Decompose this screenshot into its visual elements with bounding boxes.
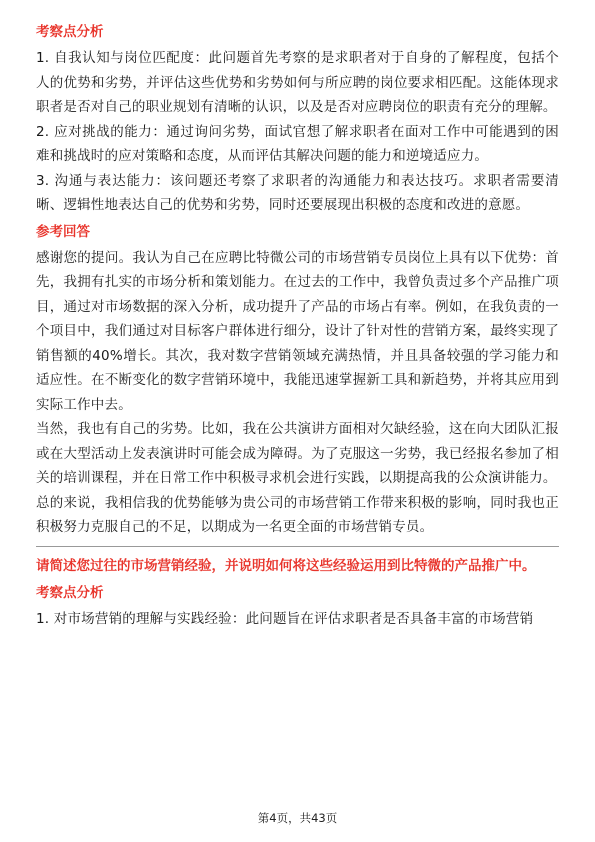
page-number-footer: 第4页，共43页: [257, 811, 338, 825]
analysis-item-3: 3. 沟通与表达能力：该问题还考察了求职者的沟通能力和表达技巧。求职者需要清晰、逻辑性地表达自己的优势和劣势，同时还要展现出积极的态度和改进的意愿。: [36, 172, 559, 213]
answer-paragraph-3: 总的来说，我相信我的优势能够为贵公司的市场营销工作带来积极的影响，同时我也正积极努力克服自己的不足，以期成为一名更全面的市场营销专员。: [36, 494, 559, 535]
document-page: [36, 22, 559, 631]
analysis-item-2: 2. 应对挑战的能力：通过询问劣势，面试官想了解求职者在面对工作中可能遇到的困难和挑战时的应对策略和态度，从而评估其解决问题的能力和逆境适应力。: [36, 123, 559, 164]
section-heading-reference-answer: 参考回答: [36, 223, 90, 240]
answer-paragraph-2: 当然，我也有自己的劣势。比如，我在公共演讲方面相对欠缺经验，这在向大团队汇报或在大型活动上发表演讲时可能会成为障碍。为了克服这一劣势，我已经报名参加了相关的培训课程，并在日常工作中积极寻求机会进行实践，以期提高我的公众演讲能力。: [36, 421, 559, 486]
section-divider: [36, 546, 559, 547]
analysis-item-next: 1. 对市场营销的理解与实践经验：此问题旨在评估求职者是否具备丰富的市场营销: [36, 610, 534, 627]
question-heading: 请简述您过往的市场营销经验，并说明如何将这些经验运用到比特微的产品推广中。: [36, 557, 536, 574]
answer-paragraph-1: 感谢您的提问。我认为自己在应聘比特微公司的市场营销专员岗位上具有以下优势：首先，我拥有扎实的市场分析和策划能力。在过去的工作中，我曾负责过多个产品推广项目，通过对市场数据的深入分析，成功提升了产品的市场占有率。例如，在我负责的一个项目中，我们通过对目标客户群体进行细分，设计了针对性的营销方案，最终实现了销售额的40%增长。其次，我对数字营销领域充满热情，并且具备较强的学习能力和适应性。在不断变化的数字营销环境中，我能迅速掌握新工具和新趋势，并将其应用到实际工作中去。: [36, 249, 559, 413]
section-heading-analysis: 考察点分析: [36, 24, 104, 40]
section-heading-analysis-2: 考察点分析: [36, 584, 104, 601]
analysis-item-1: 1. 自我认知与岗位匹配度：此问题首先考察的是求职者对于自身的了解程度，包括个人的优势和劣势，并评估这些优势和劣势如何与所应聘的岗位要求相匹配。这能体现求职者是否对自己的职业规划有清晰的认识，以及是否对应聘岗位的职责有充分的理解。: [36, 50, 559, 115]
